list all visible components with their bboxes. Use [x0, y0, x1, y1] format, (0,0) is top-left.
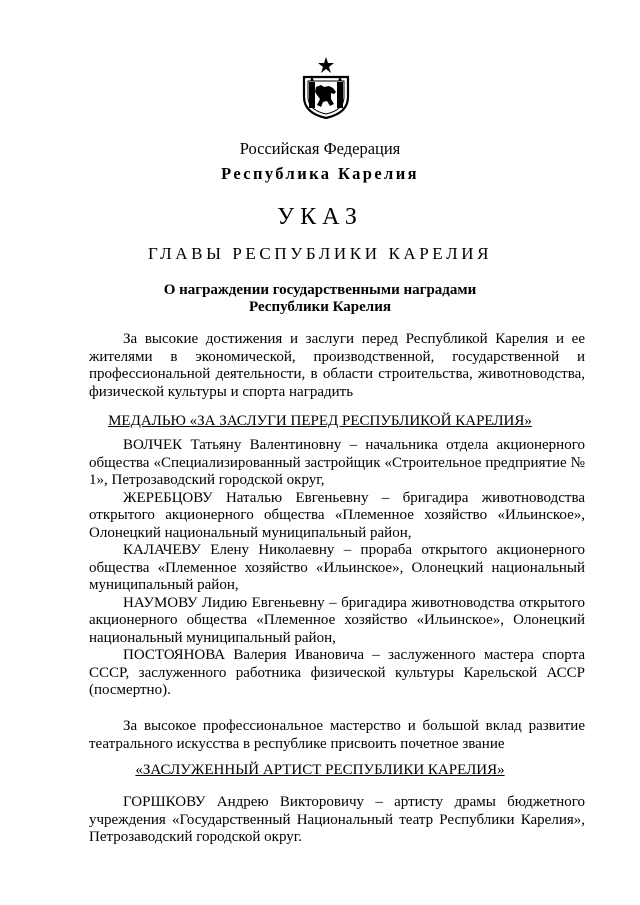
recipient-item: НАУМОВУ Лидию Евгеньевну – бригадира животноводства открытого акционерного общества «Племенное хозяйство «Ильинское», Олонецкий национальный муниципальный район, — [89, 594, 585, 646]
intro-text: За высокие достижения и заслуги перед Республикой Карелия и ее жителями в экономической, производственной, государственной и профессиональной деятельности, в области строительства, животноводства, физической культуры и спорта наградить — [89, 331, 585, 400]
republic-name: Республика Карелия — [221, 164, 419, 183]
recipient-item: ПОСТОЯНОВА Валерия Ивановича – заслуженного мастера спорта СССР, заслуженного работника физической культуры Карельской АССР (посмертно). — [89, 647, 585, 698]
subject-line-2: Республики Карелия — [249, 299, 391, 315]
issuer-title: ГЛАВЫ РЕСПУБЛИКИ КАРЕЛИЯ — [147, 244, 493, 263]
country-name: Российская Федерация — [239, 139, 401, 158]
award-title-honored-artist: «ЗАСЛУЖЕННЫЙ АРТИСТ РЕСПУБЛИКИ КАРЕЛИЯ» — [135, 762, 505, 778]
honorary-intro-text: За высокое профессиональное мастерство и большой вклад развитие театрального искусства в республике присвоить почетное звание — [89, 718, 585, 752]
recipient-item: КАЛАЧЕВУ Елену Николаевну – прораба открытого акционерного общества «Племенное хозяйство «Ильинское», Олонецкий национальный муниципальный район, — [89, 542, 585, 593]
recipient-item: ГОРШКОВУ Андрею Викторовичу – артисту драмы бюджетного учреждения «Государственный Национальный театр Республики Карелия», Петрозаводский городской округ. — [89, 794, 585, 845]
subject-line-1: О награждении государственными наградами — [163, 282, 477, 298]
honorary-title-intro — [89, 718, 585, 753]
karelia-coat-of-arms-icon — [301, 57, 351, 119]
document-subject — [0, 282, 640, 316]
medal-recipients-list — [89, 437, 585, 700]
intro-paragraph — [89, 331, 585, 401]
award-title-medal: МЕДАЛЬЮ «ЗА ЗАСЛУГИ ПЕРЕД РЕСПУБЛИКОЙ КАРЕЛИЯ» — [108, 413, 532, 429]
recipient-item: ВОЛЧЕК Татьяну Валентиновну – начальника отдела акционерного общества «Специализированный застройщик «Строительное предприятие № 1», Петрозаводский городской округ, — [89, 437, 585, 488]
artist-recipients-list — [89, 794, 585, 847]
document-type: УКАЗ — [277, 204, 363, 230]
recipient-item: ЖЕРЕБЦОВУ Наталью Евгеньевну – бригадира животноводства открытого акционерного общества «Племенное хозяйство «Ильинское», Олонецкий национальный муниципальный район, — [89, 489, 585, 541]
